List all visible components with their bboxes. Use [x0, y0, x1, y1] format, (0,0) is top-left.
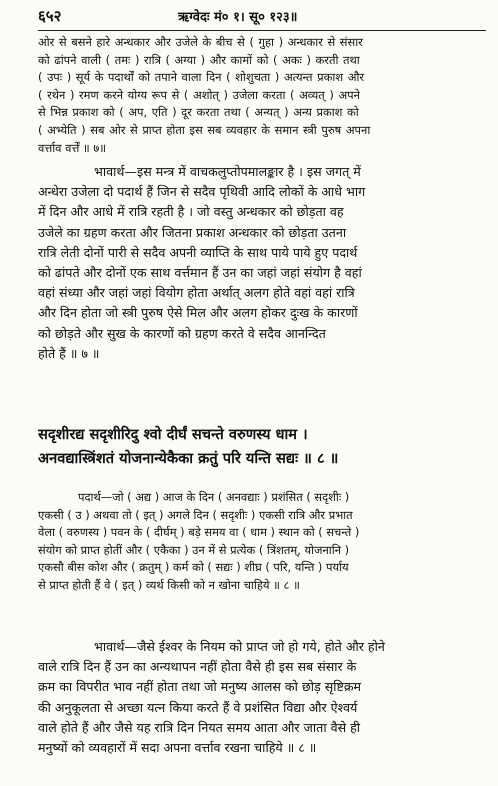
- text-line: और दिन होता जो स्त्री पुरुष ऐसे मिल और अलग होकर दुःख के कारणों: [38, 305, 358, 321]
- text-line: संयोग को प्राप्त होतीं और ( एकैका ) उन में से प्रत्येक ( त्रिंशतम्, योजनानि ): [38, 542, 350, 557]
- text-line: होते हैं ॥ ७ ॥: [38, 345, 100, 361]
- text-line: वहां संध्या और जहां जहां वियोग होता अर्थात् अलग होते वहां वहां रात्रि: [38, 285, 355, 301]
- text-line: रात्रि लेती दोनों पारी से सदैव अपनी व्याप्ति के साथ पाये पाये हुए पदार्थ: [38, 244, 358, 260]
- text-line: एकसौ बीस कोश और ( क्रतुम् ) कर्म को ( सद्यः ) शीघ्र ( परि, यन्ति ) पर्याय: [38, 560, 349, 575]
- text-line: उजेले का ग्रहण करता और जितना प्रकाश अन्धकार को छोड़ता उतना: [38, 224, 347, 240]
- text-line: भावार्थ—जैसे ईश्वर के नियम को प्राप्त जो हो गये, होते और होने: [94, 639, 385, 654]
- bhavarth-paragraph: [38, 637, 486, 758]
- text-line: वेला ( वरुणस्य ) पवन के ( दीर्घम् ) बड़े समय वा ( धाम ) स्थान को ( सचन्ते ): [38, 525, 360, 540]
- text-line: एकसी ( उ ) अथवा तो ( इत् ) अगले दिन ( सदृशीः ) एकसी रात्रि और प्रभात: [38, 507, 353, 522]
- page-number: ६५२: [38, 7, 62, 25]
- text-line: से प्राप्त होती हैं वे ( इत् ) व्यर्थ किसी को न खोना चाहिये ॥ ८ ॥: [38, 577, 300, 592]
- page-header: [38, 6, 478, 28]
- running-title: ऋग्वेदः मं० १। सू० १२३॥: [178, 10, 298, 25]
- text-line: भावार्थ—इस मन्त्र में वाचकलुप्तोपमालङ्कार है । इस जगत् में: [94, 164, 361, 179]
- text-line: की अनुकूलता से अच्छा यत्न किया करते हैं वे प्रशंसित विद्या और ऐश्वर्य: [38, 699, 358, 715]
- text-line: को ढांपने वाली ( तमः ) रात्रि ( अग्या ) और कामों को ( अकः ) करती तथा: [38, 52, 360, 67]
- text-line: से भिन्न प्रकाश को ( अप, एति ) दूर करता तथा ( अन्यत् ) अन्य प्रकाश को: [38, 105, 359, 120]
- mantra-line: सदृशीरद्य सदृशीरिदु श्वो दीर्घं सचन्ते वरुणस्य धाम ।: [38, 426, 308, 443]
- bhavarth-prev-paragraph: [38, 162, 486, 364]
- padarth-paragraph: [38, 489, 486, 595]
- text-line: ( रथेन ) रमण करने योग्य रूप से ( अशोत् ) उजेला करता ( अव्यत् ) अपने: [38, 87, 360, 102]
- text-line: पदार्थ—जो ( अद्य ) आज के दिन ( अनवद्याः ) प्रशंसित ( सदृशीः ): [78, 490, 350, 504]
- text-line: क्रम का विपरीत भाव नहीं होता तथा जो मनुष्य आलस को छोड़ सृष्टिक्रम: [38, 679, 362, 695]
- text-line: वाले होते हैं और जैसे यह रात्रि दिन नियत समय आता और जाता वैसे ही: [38, 719, 361, 735]
- text-line: में दिन और आधे में रात्रि रहती है । जो वस्तु अन्धकार को छोड़ता वह: [38, 204, 344, 220]
- text-line: वाले रात्रि दिन हैं उन का अन्यथापन नहीं होता वैसे ही इस सब संसार के: [38, 659, 357, 675]
- header-rule: [38, 30, 486, 31]
- text-line: ( उपः ) सूर्य के पदार्थों को तपाने वाला दिन ( शोशुचता ) अत्यन्त प्रकाश और: [38, 70, 365, 85]
- text-line: वर्त्ताव वर्त्तें ॥ ७॥: [38, 140, 107, 155]
- text-line: ( अभ्येति ) सब ओर से प्राप्त होता इस सब व्यवहार के समान स्त्री पुरुष अपना: [38, 122, 371, 137]
- text-line: मनुष्यों को व्यवहारों में सदा अपना वर्त्ताव रखना चाहिये ॥ ८ ॥: [38, 739, 317, 755]
- text-line: को छोड़ते और सुख के कारणों को ग्रहण करते वे सदैव आनन्दित: [38, 325, 326, 341]
- mantra-block: [38, 423, 486, 471]
- bhashya-prev-paragraph: [38, 34, 486, 157]
- mantra-line: अनवद्यास्त्रिंशतं योजनान्येकैका क्रतुं परि यन्ति सद्यः ॥ ८ ॥: [38, 450, 339, 467]
- text-line: ओर से बसने हारे अन्धकार और उजेले के बीच से ( गुहा ) अन्धकार से संसार: [38, 35, 363, 49]
- text-line: को ढांपते और दोनों एक साथ वर्त्तमान हैं उन का जहां जहां संयोग है वहां: [38, 264, 362, 280]
- text-line: अन्धेरा उजेला दो पदार्थ हैं जिन से सदैव पृथिवी आदि लोकों के आधे भाग: [38, 184, 366, 200]
